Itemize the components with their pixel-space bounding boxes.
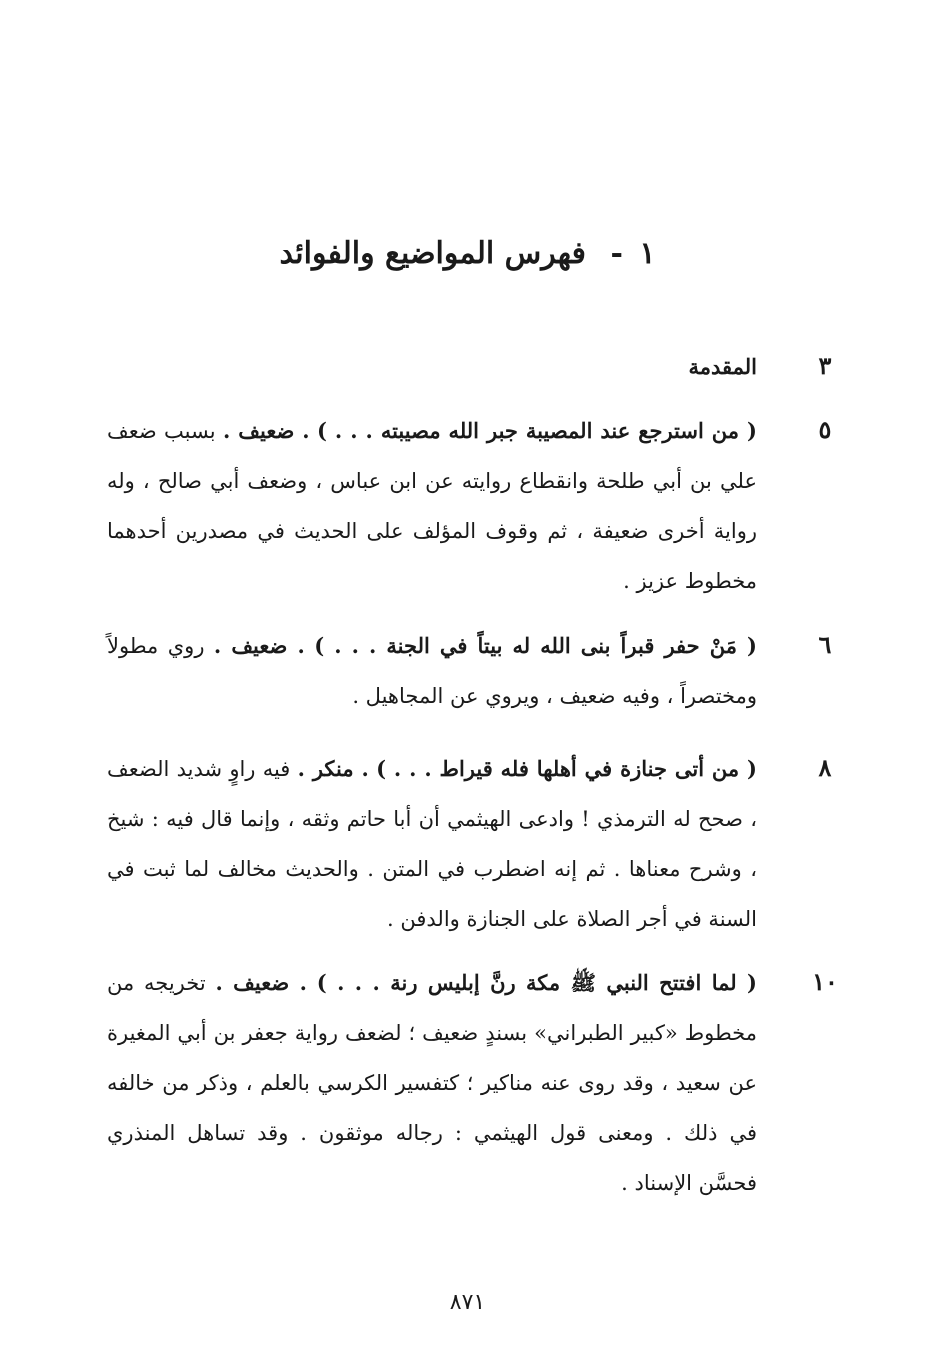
index-entry	[105, 744, 845, 944]
hadith-grade: . ضعيف .	[222, 418, 310, 443]
section-heading	[0, 236, 935, 271]
entry-note: تخريجه من مخطوط «كبير الطبراني» بسندٍ ضعيف ؛ لضعف رواية جعفر بن أبي المغيرة عن سعيد ، وقد روى عنه مناكير ؛ كتفسير الكرسي بالعلم ، وذكر من خالفه في ذلك . ومعنى قول الهيثمي : رجاله موثقون . وقد تساهل المنذري فحسَّن الإسناد .	[107, 971, 757, 1195]
hadith-text: ( مَنْ حفر قبراً بنى الله له بيتاً في الجنة . . . )	[314, 633, 757, 658]
hadith-grade: . ضعيف .	[213, 633, 305, 658]
index-entry	[105, 342, 845, 392]
entry-text	[107, 744, 757, 944]
heading-number: ١	[639, 236, 656, 271]
entry-text	[107, 621, 757, 721]
entry-page-number: ٦	[818, 630, 832, 659]
entry-text	[107, 406, 757, 606]
index-entry	[105, 958, 845, 1208]
index-entry	[105, 621, 845, 721]
entry-note: فيه راوٍ شديد الضعف ، صحح له الترمذي ! وادعى الهيثمي أن أبا حاتم وثقه ، وإنما قال فيه : شيخ ، وشرح معناها . ثم إنه اضطرب في المتن . والحديث مخالف لما ثبت في السنة في أجر الصلاة على الجنازة والدفن .	[107, 757, 757, 931]
entry-page-number: ٨	[818, 753, 832, 782]
index-entry	[105, 406, 845, 606]
entry-page-number: ٣	[818, 351, 832, 380]
entry-text	[107, 342, 757, 392]
hadith-text: ( من استرجع عند المصيبة جبر الله مصيبته . . . )	[316, 418, 757, 443]
page-number-footer: ٨٧١	[449, 1290, 486, 1315]
hadith-grade: . منكر .	[297, 756, 369, 781]
entry-note: بسبب ضعف علي بن أبي طلحة وانقطاع روايته عن ابن عباس ، وضعف أبي صالح ، وله رواية أخرى ضعيفة ، ثم وقوف المؤلف على الحديث في مصدرين أحدهما مخطوط عزيز .	[107, 419, 757, 593]
heading-title: فهرس المواضيع والفوائد	[279, 236, 586, 271]
entry-note: روي مطولاً ومختصراً ، وفيه ضعيف ، ويروي عن المجاهيل .	[107, 634, 757, 708]
heading-dash: -	[610, 236, 623, 271]
entry-text	[107, 958, 757, 1208]
hadith-text: ( من أتى جنازة في أهلها فله قيراط . . . )	[376, 756, 757, 781]
hadith-grade: . ضعيف .	[215, 970, 307, 995]
hadith-text: ( لما افتتح النبي ﷺ مكة رنَّ إبليس رنة . . . )	[316, 970, 757, 995]
entry-page-number: ١٠	[812, 967, 838, 996]
entry-title: المقدمة	[688, 354, 757, 379]
entry-page-number: ٥	[818, 415, 832, 444]
